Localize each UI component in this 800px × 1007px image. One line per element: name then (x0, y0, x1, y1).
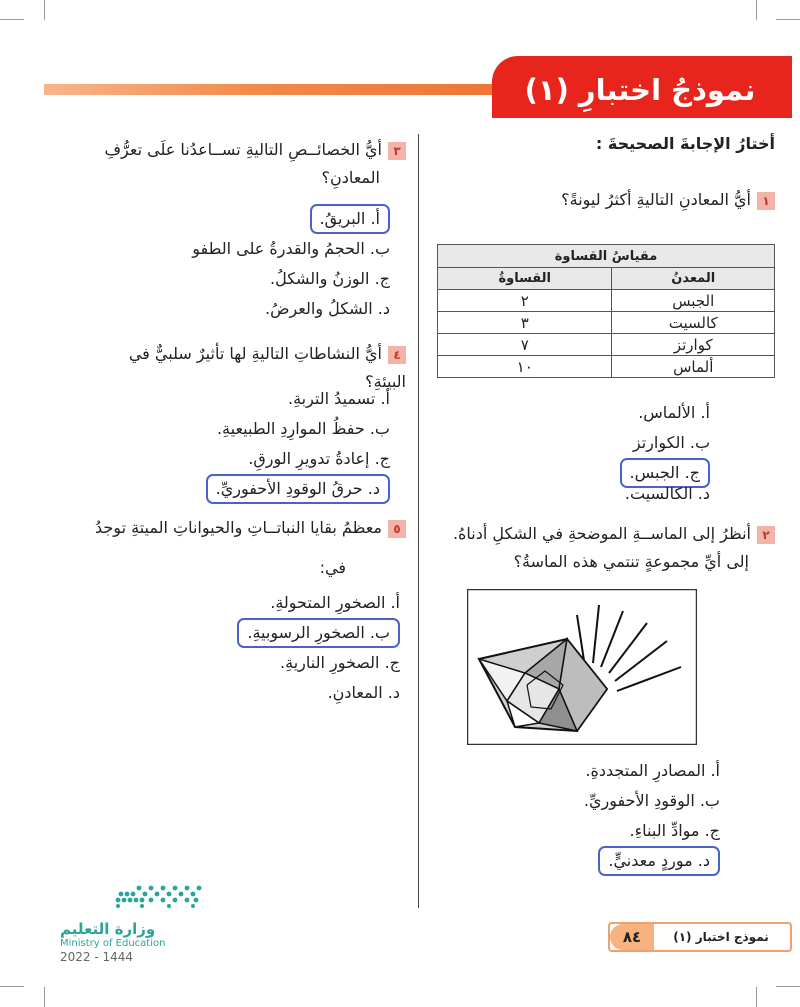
option-c[interactable]: ج. إعادةُ تدويرِ الورقِ. (248, 449, 390, 468)
crop-mark (44, 987, 45, 1007)
question-2 (437, 520, 775, 576)
table-cell: كالسيت (612, 312, 775, 334)
question-text: أيُّ النشاطاتِ التاليةِ لها تأثيرٌ سلبيٌّ في البيئةِ؟ (128, 344, 406, 391)
table-header: القساوةُ (438, 268, 612, 290)
selected-answer-option-c[interactable]: ج. الجبس. (620, 458, 710, 488)
option-d[interactable]: د. المعادنِ. (327, 683, 400, 702)
question-text: معظمُ بقايا النباتــاتِ والحيواناتِ الميتةِ توجدُ (95, 518, 382, 537)
selected-answer-option-b[interactable]: ب. الصخورِ الرسوبيةِ. (237, 618, 400, 648)
question-number: ٤ (388, 346, 406, 364)
crop-mark (776, 986, 800, 987)
question-1-options (560, 398, 710, 502)
selected-answer-option-d[interactable]: د. حرقُ الوقودِ الأحفوريِّ. (206, 474, 390, 504)
selected-answer-option-d[interactable]: د. موردٍ معدنيٍّ. (598, 846, 720, 876)
option-c[interactable]: ج. الوزنُ والشكلُ. (269, 269, 390, 288)
table-cell: ٢ (438, 290, 612, 312)
instruction-heading: أختارُ الإجابةَ الصحيحةَ : (595, 134, 775, 153)
table-row (438, 334, 775, 356)
crop-mark (756, 0, 757, 20)
hardness-table (437, 244, 775, 378)
table-cell: الجبس (612, 290, 775, 312)
table-cell: ١٠ (438, 356, 612, 378)
option-a[interactable]: أ. الألماس. (638, 403, 710, 422)
diamond-figure (467, 589, 697, 745)
option-d[interactable]: د. الكالسيت. (624, 484, 710, 503)
question-1 (437, 186, 775, 214)
table-row (438, 290, 775, 312)
column-divider (418, 134, 419, 908)
crop-mark (44, 0, 45, 20)
table-row (438, 312, 775, 334)
option-b[interactable]: ب. حفظُ الموارِدِ الطبيعيةِ. (216, 419, 390, 438)
header-bar (44, 84, 514, 95)
question-4-options (160, 384, 390, 504)
crop-mark (756, 987, 757, 1007)
question-5 (90, 514, 406, 582)
selected-answer-option-a[interactable]: أ. البريقُ. (310, 204, 390, 234)
table-row (438, 356, 775, 378)
page-number: ٨٤ (610, 924, 654, 950)
table-header: المعدنُ (612, 268, 775, 290)
footer-label: نموذج اختبار (١) (673, 930, 769, 944)
ministry-name-en: Ministry of Education (60, 938, 166, 949)
question-3 (90, 136, 406, 192)
crop-mark (776, 19, 800, 20)
option-b[interactable]: ب. الحجمُ والقدرةُ على الطفو (192, 239, 390, 258)
table-cell: كوارتز (612, 334, 775, 356)
question-text-line2: المعادنِ؟ (321, 168, 380, 187)
question-number: ١ (757, 192, 775, 210)
question-text-line2: إلى أيِّ مجموعةٍ تنتمي هذه الماسةُ؟ (513, 552, 749, 571)
crop-mark (0, 19, 24, 20)
option-b[interactable]: ب. الوقودِ الأحفوريِّ. (583, 791, 720, 810)
option-a[interactable]: أ. الصخورِ المتحولةِ. (270, 593, 400, 612)
question-5-options (190, 588, 400, 708)
question-3-options (160, 204, 390, 324)
option-a[interactable]: أ. تسميدُ التربةِ. (288, 389, 390, 408)
table-cell: ألماس (612, 356, 775, 378)
option-c[interactable]: ج. الصخورِ الناريةِ. (280, 653, 400, 672)
ministry-year: 2022 - 1444 (60, 950, 134, 964)
table-caption: مقياسُ القساوة (438, 245, 775, 268)
question-text: أيُّ الخصائــصِ التاليةِ تســاعدُنا علَى تعرُّفِ (104, 140, 382, 159)
option-c[interactable]: ج. موادِّ البناءِ. (629, 821, 720, 840)
option-b[interactable]: ب. الكوارتز (632, 433, 710, 452)
question-text: أنظرُ إلى الماســةِ الموضحةِ في الشكلِ أدناهُ. (452, 524, 751, 543)
crop-mark (0, 986, 24, 987)
page-title: نموذجُ اختبارِ (١) (524, 73, 756, 107)
question-2-options (560, 756, 720, 876)
option-a[interactable]: أ. المصادرِ المتجددةِ. (585, 761, 720, 780)
question-number: ٥ (388, 520, 406, 538)
question-text-line2: في: (319, 558, 346, 577)
table-cell: ٣ (438, 312, 612, 334)
question-number: ٣ (388, 142, 406, 160)
ministry-name-ar: وزارة التعليم (60, 920, 156, 938)
option-d[interactable]: د. الشكلُ والعرضُ. (265, 299, 390, 318)
ministry-logo-icon (112, 878, 204, 910)
table-cell: ٧ (438, 334, 612, 356)
question-number: ٢ (757, 526, 775, 544)
question-text: أيُّ المعادنِ التاليةِ أكثرُ ليونةً؟ (561, 190, 751, 209)
